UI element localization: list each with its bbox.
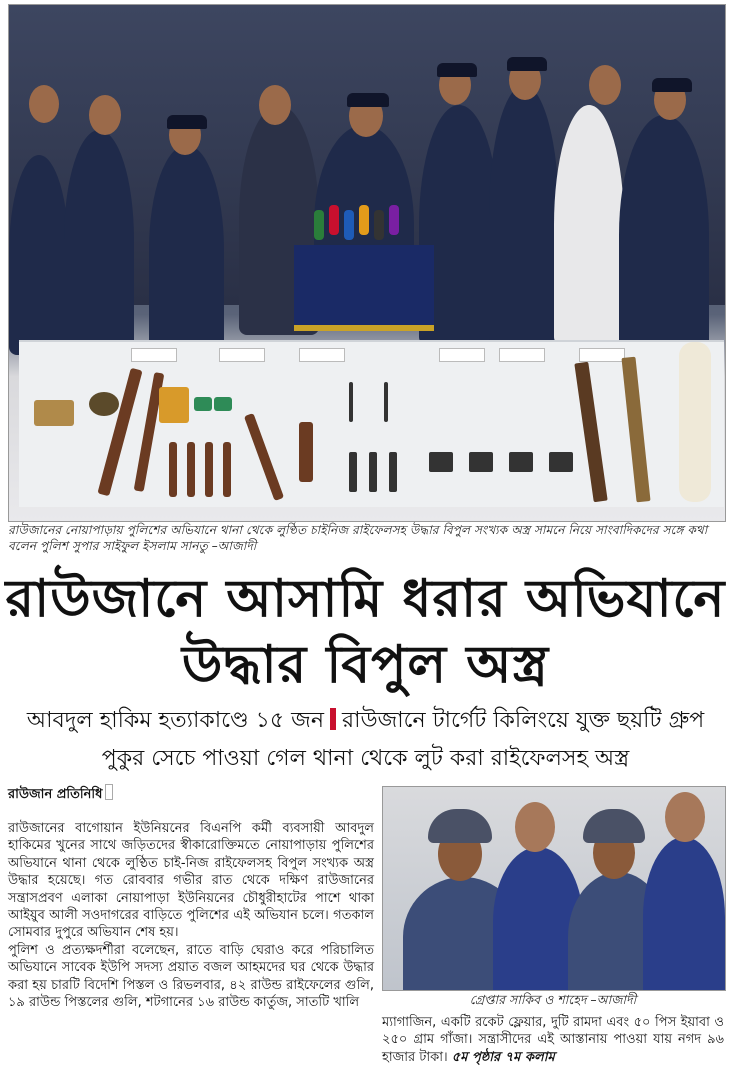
podium — [294, 245, 434, 331]
article-body-left — [8, 820, 374, 1011]
side-photo-caption: গ্রেপ্তার সাকিব ও শাহেদ –আজাদী — [469, 992, 637, 1007]
arrested-suspects-photo — [382, 786, 726, 991]
continued-on-link[interactable]: ৫ম পৃষ্ঠার ৭ম কলাম — [451, 1049, 555, 1065]
subheadline-1 — [0, 706, 731, 736]
byline-marker — [105, 784, 113, 800]
article-paragraph: রাউজানের বাগোয়ান ইউনিয়নের বিএনপি কর্মী ব্যবসায়ী আবদুল হাকিমের খুনের সাথে জড়িতদের স্বীকারোক্তিমতে নোয়াপাড়ায় পুলিশের অভিযানে থানা থেকে লুণ্ঠিত চাই-নিজ রাইফেলসহ বিপুল সংখ্যক অস্ত্র উদ্ধার হয়েছে। গত রোববার গভীর রাত থেকে দক্ষিণ রাউজানের সন্ত্রাসপ্রবণ এলাকা নোয়াপাড়া ইউনিয়নের চৌধুরীহাটের পাশে থাকা আইয়ুব আলী সওদাগরের বাড়িতে পুলিশের এই অভিযান চলে। গতকাল সোমবার দুপুরে অভিযান শেষ হয়। — [8, 821, 374, 941]
seized-weapons-table — [19, 340, 724, 507]
byline-text: রাউজান প্রতিনিধি — [8, 787, 103, 802]
microphone-icon — [314, 210, 324, 240]
byline — [8, 784, 113, 806]
headline — [0, 566, 731, 698]
subhead-left: আবদুল হাকিম হত্যাকাণ্ডে ১৫ জন — [26, 708, 324, 733]
headline-line-2: উদ্ধার বিপুল অস্ত্র — [181, 635, 550, 695]
separator-bar — [330, 708, 336, 730]
subheadline-2: পুকুর সেচে পাওয়া গেল থানা থেকে লুট করা রাইফেলসহ অস্ত্র — [101, 746, 630, 771]
subhead-right: রাউজানে টার্গেট কিলিংয়ে যুক্ত ছয়টি গ্রুপ — [341, 708, 705, 733]
article-continuation: ম্যাগাজিন, একটি রকেট ফ্লেয়ার, দুটি রামদা এবং ৫০ পিস ইয়াবা ও ২৫০ গ্রাম গাঁজা। সন্ত্রাসীদের এই আস্তানায় পাওয়া যায় নগদ ৯৬ হাজার টাকা। — [382, 1015, 724, 1065]
headline-line-1: রাউজানে আসামি ধরার অভিযানে — [5, 569, 726, 629]
article-body-right — [382, 1014, 724, 1066]
article-paragraph: পুলিশ ও প্রত্যক্ষদর্শীরা বলেছেন, রাতে বাড়ি ঘেরাও করে পরিচালিত অভিযানে সাবেক ইউপি সদস্য প্রয়াত বজল আহমদের ঘর থেকে উদ্ধার করা হয় চারটি বিদেশি পিস্তল ও রিভলবার, ৪২ রাউন্ড রাইফেলের গুলি, ১৯ রাউন্ড পিস্তলের গুলি, শটগানের ১৬ রাউন্ড কার্তুজ, সাতটি খালি — [8, 942, 374, 1011]
photo-caption: রাউজানের নোয়াপাড়ায় পুলিশের অভিযানে থানা থেকে লুণ্ঠিত চাইনিজ রাইফেলসহ উদ্ধার বিপুল সংখ্যক অস্ত্র সামনে নিয়ে সাংবাদিকদের সঙ্গে কথা বলেন পুলিশ সুপার সাইফুল ইসলাম সানতু –আজাদী — [8, 523, 708, 553]
press-conference-photo — [8, 4, 726, 522]
